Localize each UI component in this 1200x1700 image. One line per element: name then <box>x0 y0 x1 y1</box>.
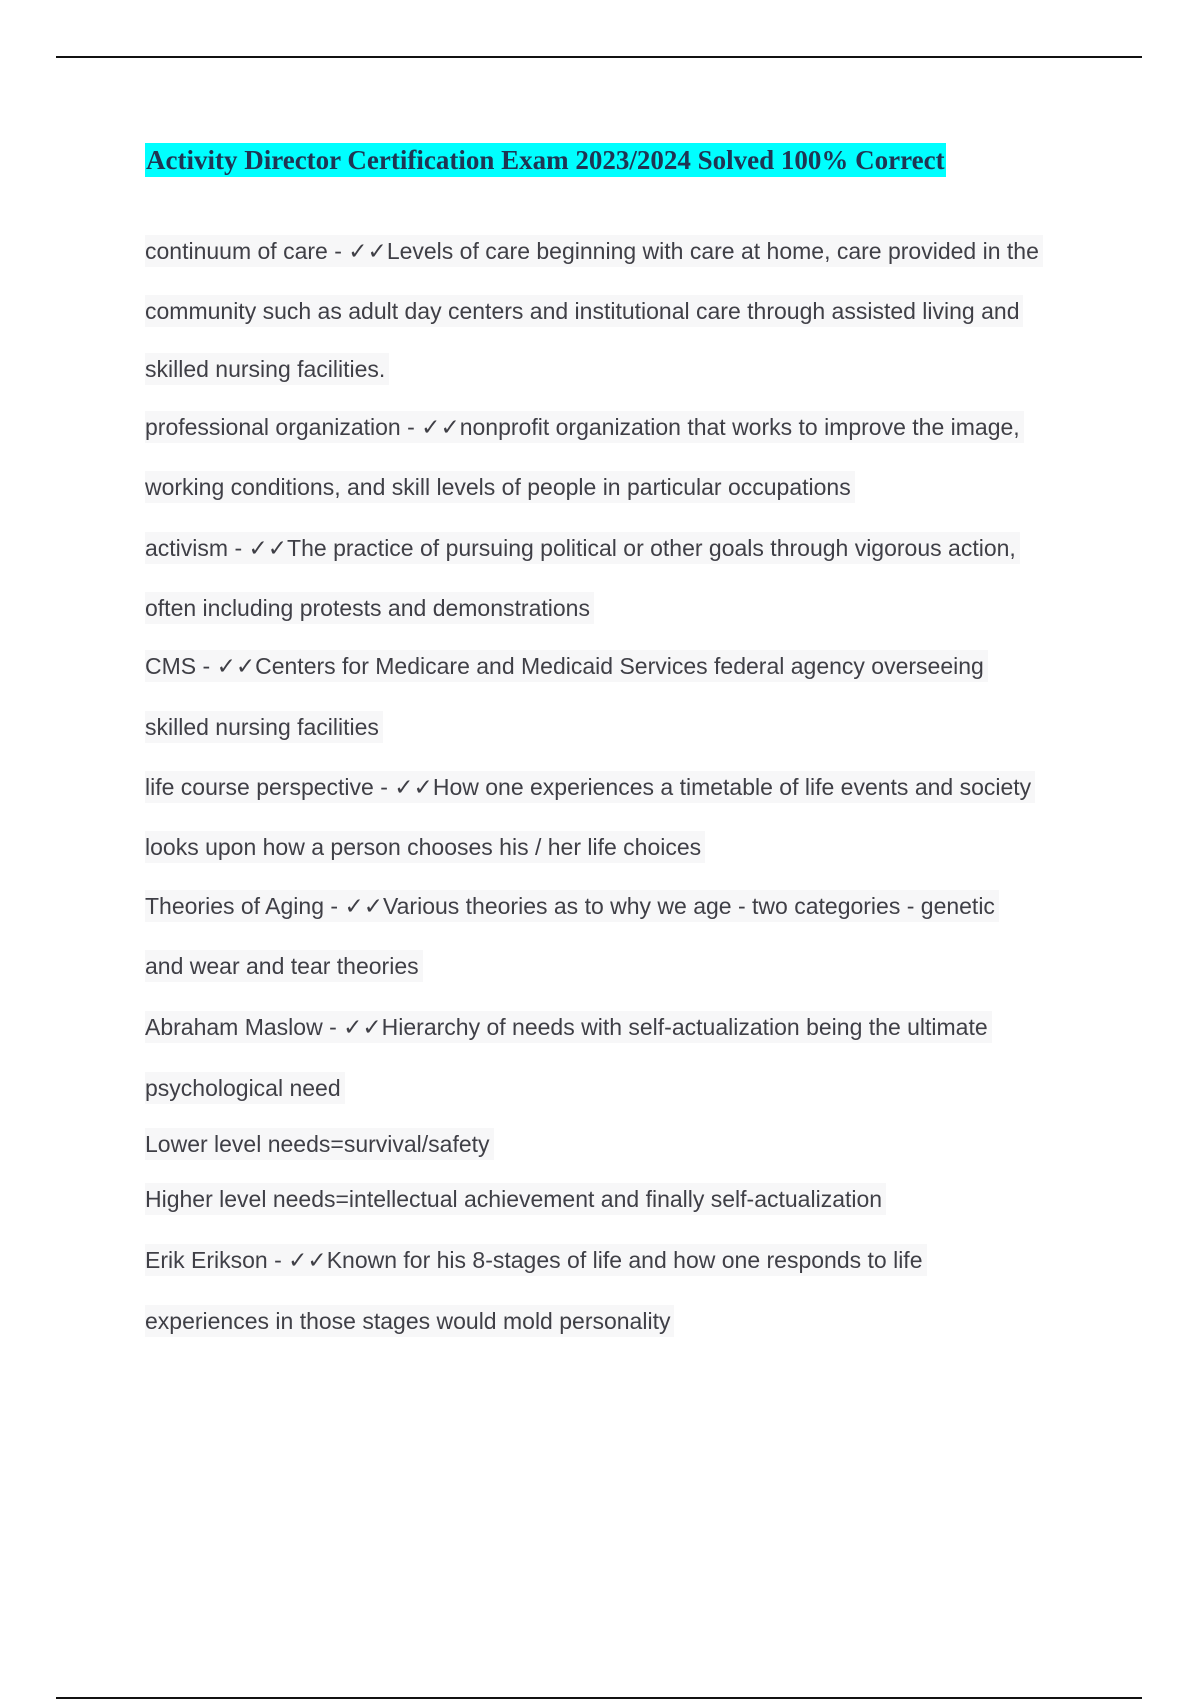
check-marks: ✓✓ <box>343 1014 382 1040</box>
entry-cms <box>145 650 988 682</box>
top-rule <box>56 56 1142 58</box>
entry-theories-of-aging <box>145 890 999 922</box>
definition-continuation: Higher level needs=intellectual achievement and finally self-actualization <box>145 1183 886 1215</box>
entry-continuum-of-care <box>145 235 1043 267</box>
term: Erik Erikson - <box>145 1247 289 1273</box>
bottom-rule <box>56 1697 1142 1699</box>
check-marks: ✓✓ <box>344 893 383 919</box>
check-marks: ✓✓ <box>394 774 433 800</box>
entry-life-course-perspective <box>145 771 1035 803</box>
entry-professional-organization <box>145 411 1024 443</box>
definition-continuation: community such as adult day centers and institutional care through assisted living and <box>145 295 1023 327</box>
entry-abraham-maslow <box>145 1011 992 1043</box>
definition-continuation: and wear and tear theories <box>145 950 423 982</box>
check-marks: ✓✓ <box>248 535 288 561</box>
definition: Levels of care beginning with care at home, care provided in the <box>386 238 1039 264</box>
definition: Hierarchy of needs with self-actualization being the ultimate <box>381 1014 988 1040</box>
definition: How one experiences a timetable of life events and society <box>432 774 1032 800</box>
check-marks: ✓✓ <box>216 653 256 679</box>
definition: Known for his 8-stages of life and how one responds to life <box>326 1247 923 1273</box>
term: life course perspective - <box>145 774 395 800</box>
term: activism - <box>145 535 249 561</box>
definition-continuation: working conditions, and skill levels of people in particular occupations <box>145 471 855 503</box>
definition: Various theories as to why we age - two categories - genetic <box>383 893 995 919</box>
term: professional organization - <box>145 414 422 440</box>
definition-continuation: psychological need <box>145 1072 345 1104</box>
definition-continuation: looks upon how a person chooses his / her life choices <box>145 831 705 863</box>
check-marks: ✓✓ <box>288 1247 327 1273</box>
check-marks: ✓✓ <box>348 238 387 264</box>
definition: The practice of pursuing political or other goals through vigorous action, <box>287 535 1016 561</box>
entry-activism <box>145 532 1020 564</box>
definition: Centers for Medicare and Medicaid Services federal agency overseeing <box>255 653 984 679</box>
check-marks: ✓✓ <box>421 414 460 440</box>
definition: nonprofit organization that works to improve the image, <box>459 414 1020 440</box>
definition-continuation: experiences in those stages would mold personality <box>145 1305 674 1337</box>
term: CMS - <box>145 653 217 679</box>
term: Abraham Maslow - <box>145 1014 344 1040</box>
definition-continuation: often including protests and demonstrations <box>145 592 594 624</box>
term: Theories of Aging - <box>145 893 345 919</box>
definition-continuation: skilled nursing facilities. <box>145 353 389 385</box>
document-title: Activity Director Certification Exam 2023/2024 Solved 100% Correct <box>146 145 945 175</box>
term: continuum of care - <box>145 238 349 264</box>
definition-continuation: skilled nursing facilities <box>145 711 383 743</box>
entry-erik-erikson <box>145 1244 927 1276</box>
definition-continuation: Lower level needs=survival/safety <box>145 1128 494 1160</box>
